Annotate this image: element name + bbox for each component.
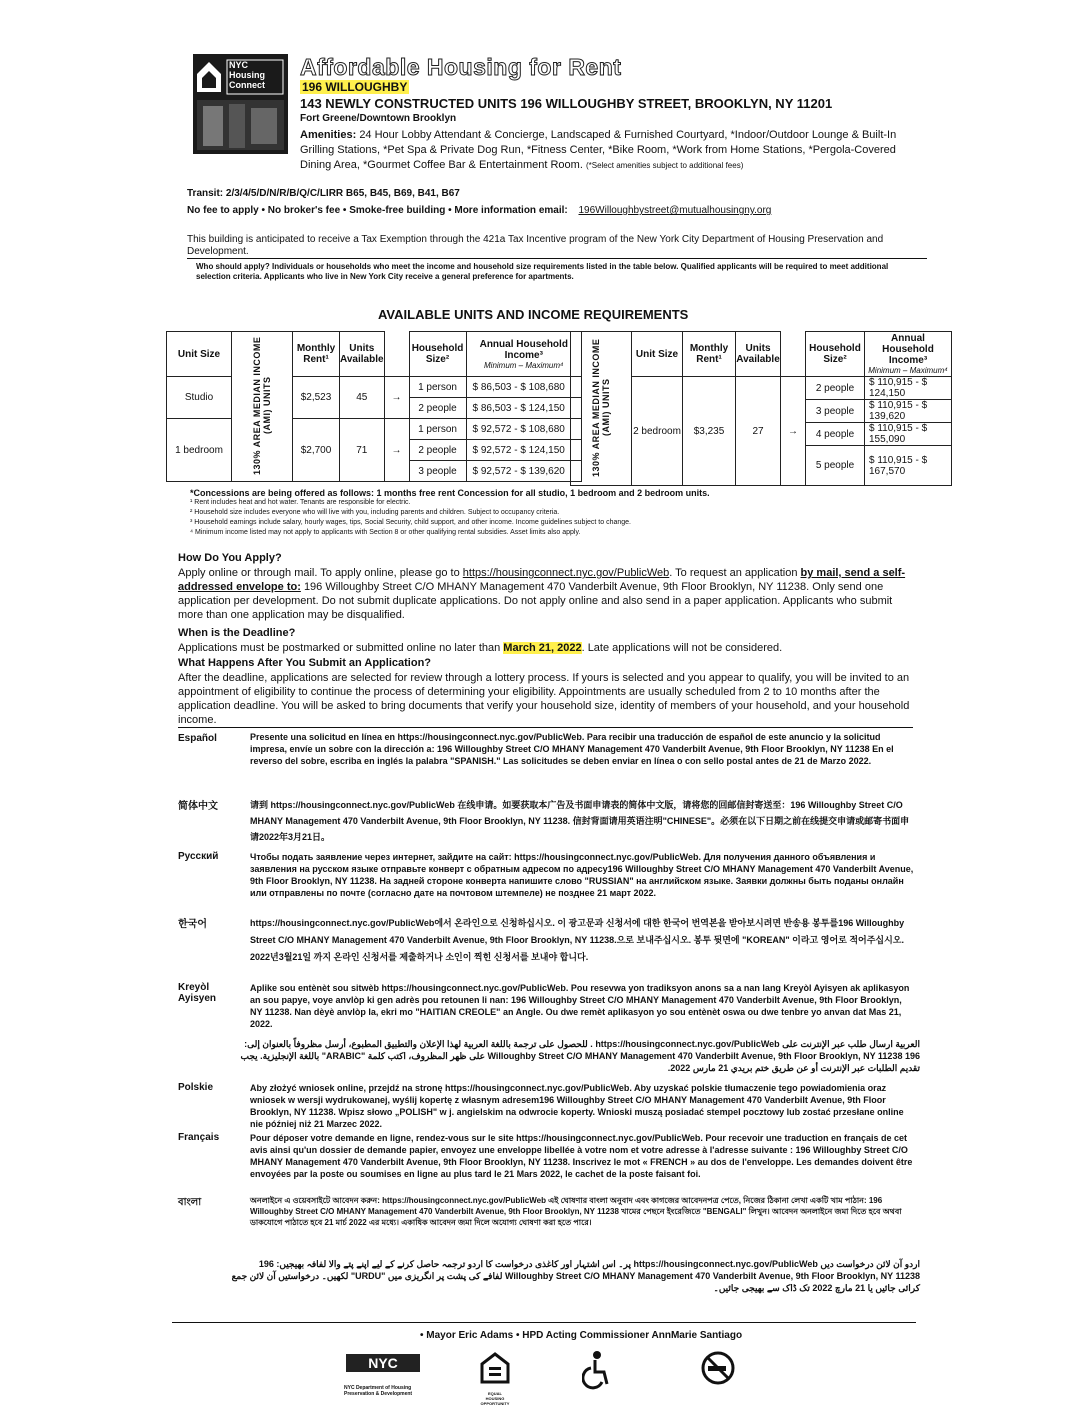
hpd-logo-caption: NYC Department of Housing Preservation & Development: [344, 1385, 413, 1397]
hpd-logo: [344, 1350, 422, 1396]
income-sub: Minimum – Maximum⁴: [484, 360, 564, 370]
rent-1br: $2,700: [293, 419, 340, 482]
no-smoking-icon: [700, 1350, 736, 1391]
income-cell: $ 86,503 - $ 108,680: [466, 377, 581, 398]
unit-2br: 2 bedroom: [632, 377, 683, 486]
lang-label-russian: Русский: [178, 851, 219, 862]
arrow-spacer: [781, 332, 806, 377]
logo-text-nyc: NYC: [229, 60, 249, 70]
concessions-note: *Concessions are being offered as follows: 1 months free rent Concession for all studio, 1 bedroom and 2 bedroom units.: [190, 488, 710, 498]
officials-line: • Mayor Eric Adams • HPD Acting Commissioner AnnMarie Santiago: [420, 1330, 743, 1341]
rent-2br: $3,235: [683, 377, 736, 486]
col-monthly-rent: Monthly Rent¹: [293, 332, 340, 377]
housing-connect-logo: [193, 54, 288, 154]
income-sub: Minimum – Maximum⁴: [868, 366, 948, 375]
income-cell: $ 110,915 - $ 155,090: [865, 423, 952, 446]
accessibility-icon: [582, 1350, 610, 1395]
footnote-1: ¹ Rent includes heat and hot water. Tenants are responsible for electric.: [190, 499, 411, 506]
household-size-cell: 4 people: [806, 423, 865, 446]
household-size-cell: 2 people: [409, 440, 466, 461]
lang-label-arabic: العربية: [895, 1039, 920, 1049]
how-apply-text: [178, 566, 913, 622]
fees-line: [187, 205, 771, 216]
unit-studio: Studio: [167, 377, 232, 419]
income-cell: $ 92,572 - $ 124,150: [466, 440, 581, 461]
units-studio: 45: [340, 377, 385, 419]
fees-text: No fee to apply • No broker's fee • Smoke-free building • More information email:: [187, 205, 568, 216]
amenities-label: Amenities:: [300, 129, 357, 141]
page-title: Affordable Housing for Rent: [300, 54, 622, 80]
lang-text-arabic: [230, 1038, 920, 1074]
footnotes: [190, 488, 930, 538]
annual-income-label: Annual Household Income³: [479, 338, 568, 361]
deadline-text-1: Applications must be postmarked or submitted online no later than: [178, 642, 501, 654]
units-table-left: [166, 331, 582, 482]
household-size-cell: 2 people: [409, 398, 466, 419]
income-cell: $ 92,572 - $ 139,620: [466, 461, 581, 482]
household-size-cell: 2 people: [806, 377, 865, 400]
neighborhood: Fort Greene/Downtown Brooklyn: [300, 113, 457, 124]
by-mail-text: by mail, send a self-addressed envelope to:: [178, 567, 906, 593]
lang-label-french: Français: [178, 1132, 220, 1143]
deadline-text-2: . Late applications will not be considered.: [581, 642, 783, 654]
household-size-cell: 3 people: [409, 461, 466, 482]
lang-text-creole: Aplike sou entènèt sou sitwèb https://housingconnect.nyc.gov/PublicWeb. Pou resevwa yon tradiksyon anons sa a nan lang Kreyòl Ayisyen ak aplikasyon an sou papye, voye anvlòp ki gen adrès pou retounen li nan: 196 Willoughby Street C/O MHANY Management 470 Vanderbilt Avenue, 9th Floor Brooklyn, NY 11238. Nan dèyè anvlòp la, ekri mo "HAITIAN CREOLE" an Angle. Ou dwe remèt aplikasyon yo sou entènèt oswa ou dwe tenbre yo anvan dat Mas 21, 2022.: [250, 983, 910, 1029]
how-apply-heading: How Do You Apply?: [178, 552, 282, 564]
unit-1br: 1 bedroom: [167, 419, 232, 482]
household-size-cell: 3 people: [806, 400, 865, 423]
lang-label-creole: Kreyòl Ayisyen: [178, 982, 216, 1004]
lang-text-chinese: 请到 https://housingconnect.nyc.gov/PublicWeb 在线申请。如要获取本广告及书面申请表的简体中文版，请将您的回邮信封寄送至：196 Willoughby Street C/O MHANY Management 470 Vanderbilt Avenue, 9th Floor Brooklyn, NY 11238. 信封背面请用英语注明"CHINESE"。必须在以下日期之前在线提交申请或邮寄书面申请2022年3月21日。: [250, 800, 910, 842]
lang-label-polish: Polskie: [178, 1082, 214, 1093]
col-units-available: Units Available: [736, 332, 781, 377]
lang-label-korean: 한국어: [178, 919, 207, 930]
col-unit-size: Unit Size: [632, 332, 683, 377]
household-size-cell: 1 person: [409, 377, 466, 398]
logo-text-housing: Housing: [229, 70, 265, 80]
housing-connect-link[interactable]: https://housingconnect.nyc.gov/PublicWeb: [462, 567, 670, 579]
lang-text-bengali: অনলাইনে এ ওয়েবসাইটে আবেদন করুন: https://housingconnect.nyc.gov/PublicWeb এই ঘোষণার বাংলা অনুবাদ এবং কাগজের আবেদনপত্র পেতে, নিজের ঠিকানা লেখা একটি খাম পাঠান: 196 Willoughby Street C/O MHANY Management 470 Vanderbilt Avenue, 9th Floor Brooklyn, NY 11238 খামের পেছনে ইংরেজিতে "BENGALI" লিখুন। আবেদন অনলাইনে জমা দিতে হবে অথবা ডাকযোগে পাঠাতে হবে 21 মার্চ 2022 এর মধ্যে। একাধিক আবেদন জমা দিলে অযোগ্য ঘোষণা করা হতে পারে।: [250, 1196, 902, 1227]
deadline-date: March 21, 2022: [503, 642, 582, 654]
amenities: [300, 128, 925, 173]
lang-text-spanish: Presente una solicitud en línea en https://housingconnect.nyc.gov/PublicWeb. Para recibir una traducción de español de este anuncio y la solicitud impresa, envíe un sobre con la dirección a: 196 Willoughby Street C/O MHANY Management 470 Vanderbilt Avenue, 9th Floor Brooklyn, NY 11238 En el reverso del sobre, escriba en inglés la palabra "SPANISH." Las solicitudes se deben enviar en línea o con sello postal antes de 21 de Marzo 2022.: [250, 732, 894, 766]
income-cell: $ 92,572 - $ 108,680: [466, 419, 581, 440]
after-text: After the deadline, applications are selected for review through a lottery process. If yours is selected and you appear to qualify, you will be invited to an appointment of eligibility to continue the process of determining your eligibility. Appointments are usually scheduled from 2 to 10 months after the application deadline. You will be asked to bring documents that verify your household size, identity of members of your household, and your household income.: [178, 671, 913, 728]
deadline-heading: When is the Deadline?: [178, 627, 296, 639]
col-annual-income: [466, 332, 581, 377]
income-cell: $ 110,915 - $ 167,570: [865, 446, 952, 486]
footer-divider: [172, 1322, 916, 1323]
ami-column-left: [232, 332, 293, 482]
col-household-size: Household Size²: [806, 332, 865, 377]
income-cell: $ 110,915 - $ 139,620: [865, 400, 952, 423]
col-monthly-rent: Monthly Rent¹: [683, 332, 736, 377]
lang-text-polish: Aby złożyć wniosek online, przejdź na stronę https://housingconnect.nyc.gov/PublicWeb. Aby uzyskać polskie tłumaczenie tego powiadomienia oraz wniosek w wersji wydrukowanej, wyślij kopertę z własnym adresem196 Willoughby Street C/O MHANY Management 470 Vanderbilt Avenue, 9th Floor Brooklyn, NY 11238. Wpisz słowo „POLISH" w j. angielskim na odwrocie koperty. Wnioski muszą posiadać stempel pocztowy lub zostać przesłane online nie później niż 21 Marzec 2022.: [250, 1083, 904, 1129]
lang-label-chinese: 简体中文: [178, 801, 218, 812]
arabic-body: ارسال طلب عبر الإنترنت على https://housingconnect.nyc.gov/PublicWeb . للحصول على ترجمة باللغة العربية لهذا الإعلان والتطبيق المطبوع، أرسل مظروفاً بالعنوان إلى: 196 Willoughby Street C/O MHANY Management 470 Vanderbilt Avenue, 9th Floor Brooklyn, NY 11238 على ظهر المظروف، اكتب كلمة "ARABIC" باللغة الإنجليزية. يجب تقديم الطلبات عبر الإنترنت أو عن طريق ختم بريدي 21 مارس 2022.: [240, 1039, 920, 1073]
lang-text-french: Pour déposer votre demande en ligne, rendez-vous sur le site https://housingconnect.nyc.gov/PublicWeb. Pour recevoir une traduction en français de cet avis ainsi qu'un dossier de demande papier, envoyez une enveloppe libellée à votre nom et votre adresse à l'adresse suivante : 196 Willoughby Street C/O MHANY Management 470 Vanderbilt Avenue, 9th Floor Brooklyn, NY 11238. Inscrivez le mot « FRENCH » au dos de l'enveloppe. Les demandes doivent être envoyées par la poste ou soumises en ligne au plus tard le 21 Mars 2022, le cachet de la poste faisant foi.: [250, 1133, 913, 1179]
contact-email-link[interactable]: 196Willoughbystreet@mutualhousingny.org: [578, 205, 772, 216]
rent-studio: $2,523: [293, 377, 340, 419]
footnote-3: ³ Household earnings include salary, hourly wages, tips, Social Security, child support, and other income. Income guidelines subject to change.: [190, 519, 631, 526]
transit-line: Transit: 2/3/4/5/D/N/R/B/Q/C/LIRR B65, B45, B69, B41, B67: [187, 188, 460, 199]
lang-label-spanish: Español: [178, 733, 217, 744]
amenities-text: 24 Hour Lobby Attendant & Concierge, Landscaped & Furnished Courtyard, *Indoor/Outdoor Lounge & Built-In Grilling Stations, *Pet Spa & Private Dog Run, *Fitness Center, *Bike Room, *Work from Home Stations, *Pergola-Covered Dining Area, *Gourmet Coffee Bar & Entertainment Room.: [300, 129, 897, 171]
logo-text-connect: Connect: [229, 80, 265, 90]
lang-text-korean: https://housingconnect.nyc.gov/PublicWeb에서 온라인으로 신청하십시오. 이 광고문과 신청서에 대한 한국어 번역본을 받아보시려면 반송용 봉투를196 Willoughby Street C/O MHANY Management 470 Vanderbilt Avenue, 9th Floor Brooklyn, NY 11238.으로 보내주십시오. 봉투 뒷면에 "KOREAN" 이라고 영어로 적어주십시오. 2022년3월21일 까지 온라인 신청서를 제출하거나 소인이 찍힌 신청서를 보내야 합니다.: [250, 918, 905, 962]
household-size-cell: 5 people: [806, 446, 865, 486]
col-unit-size: Unit Size: [167, 332, 232, 377]
col-household-size: Household Size²: [409, 332, 466, 377]
how-apply-text-1: Apply online or through mail. To apply online, please go to: [178, 567, 460, 579]
tax-exemption-note: This building is anticipated to receive a Tax Exemption through the 421a Tax Incentive program of the New York City Department of Housing Preservation and Development.: [187, 234, 927, 259]
ami-column-right: [571, 332, 632, 486]
svg-text:NYC: NYC: [368, 1355, 398, 1371]
annual-income-label: Annual Household Income³: [882, 333, 934, 366]
after-heading: What Happens After You Submit an Application?: [178, 657, 432, 669]
arrow-spacer: [384, 332, 409, 377]
footnote-4: ⁴ Minimum income listed may not apply to applicants with Section 8 or other qualifying rental subsidies. Asset limits also apply.: [190, 529, 581, 536]
income-cell: $ 86,503 - $ 124,150: [466, 398, 581, 419]
ami-label: 130% AREA MEDIAN INCOME (AMI) UNITS: [252, 335, 272, 475]
units-2br: 27: [736, 377, 781, 486]
units-table-right: [570, 331, 952, 486]
ami-label: 130% AREA MEDIAN INCOME (AMI) UNITS: [591, 337, 611, 477]
building-name: 196 WILLOUGHBY: [302, 80, 408, 94]
table-title: AVAILABLE UNITS AND INCOME REQUIREMENTS: [378, 307, 689, 322]
how-apply-text-3: 196 Willoughby Street C/O MHANY Management 470 Vanderbilt Avenue, 9th Floor Brooklyn, NY 11238. Only send one application per development. Do not submit duplicate applications. Do not apply online and also send in a paper application. Applicants who submit more than one application may be disqualified.: [178, 581, 893, 621]
equal-housing-caption: EQUAL HOUSING OPPORTUNITY: [480, 1391, 510, 1406]
col-units-available: Units Available: [340, 332, 385, 377]
units-1br: 71: [340, 419, 385, 482]
equal-housing-icon: [480, 1352, 510, 1406]
arrow-icon: →: [384, 377, 409, 419]
arrow-icon: →: [781, 377, 806, 486]
deadline-text: [178, 641, 913, 655]
footnote-2: ² Household size includes everyone who will live with you, including parents and children. Subject to occupancy criteria.: [190, 509, 560, 516]
arrow-icon: →: [384, 419, 409, 482]
lang-text-russian: Чтобы подать заявление через интернет, зайдите на сайт: https://housingconnect.nyc.gov/PublicWeb. Для получения данного объявления и заявления на русском языке отправьте конверт с обратным адресом по адресу196 Willoughby Street C/O MHANY Management 470 Vanderbilt Avenue, 9th Floor Brooklyn, NY 11238. На задней стороне конверта напишите слово "RUSSIAN" на английском языке. Заявки должны быть поданы онлайн или отправлены по почте (согласно дате на почтовом штемпеле) не позднее 21 март 2022.: [250, 852, 914, 898]
lang-text-urdu: [230, 1258, 920, 1294]
how-apply-text-2: . To request an application: [669, 567, 798, 579]
units-line: 143 NEWLY CONSTRUCTED UNITS 196 WILLOUGHBY STREET, BROOKLYN, NY 11201: [300, 96, 833, 111]
lang-label-bengali: বাংলা: [178, 1197, 202, 1208]
urdu-body: آن لائن درخواست دیں https://housingconnect.nyc.gov/PublicWeb پر۔ اس اشتہار اور کاغذی درخواست کا اردو ترجمہ حاصل کرنے کے لیے اپنے پتے والا لفافہ بھیجیں: 196 Willoughby Street C/O MHANY Management 470 Vanderbilt Avenue, 9th Floor Brooklyn, NY 11238 لفافے کی پشت پر انگریزی میں "URDU" لکھیں۔ درخواستیں آن لائن جمع کرائی جائیں یا 21 مارچ 2022 تک ڈاک سے بھیجی جائیں۔: [231, 1259, 920, 1293]
who-should-apply: Who should apply? Individuals or households who meet the income and household size requirements listed in the table below. Qualified applicants will be required to meet additional selection criteria. Applicants who live in New York City receive a general preference for apartments.: [196, 262, 889, 281]
lang-label-urdu: اردو: [904, 1259, 920, 1269]
income-cell: $ 110,915 - $ 124,150: [865, 377, 952, 400]
col-annual-income: [865, 332, 952, 377]
household-size-cell: 1 person: [409, 419, 466, 440]
amenities-note: (*Select amenities subject to additional fees): [585, 161, 744, 170]
